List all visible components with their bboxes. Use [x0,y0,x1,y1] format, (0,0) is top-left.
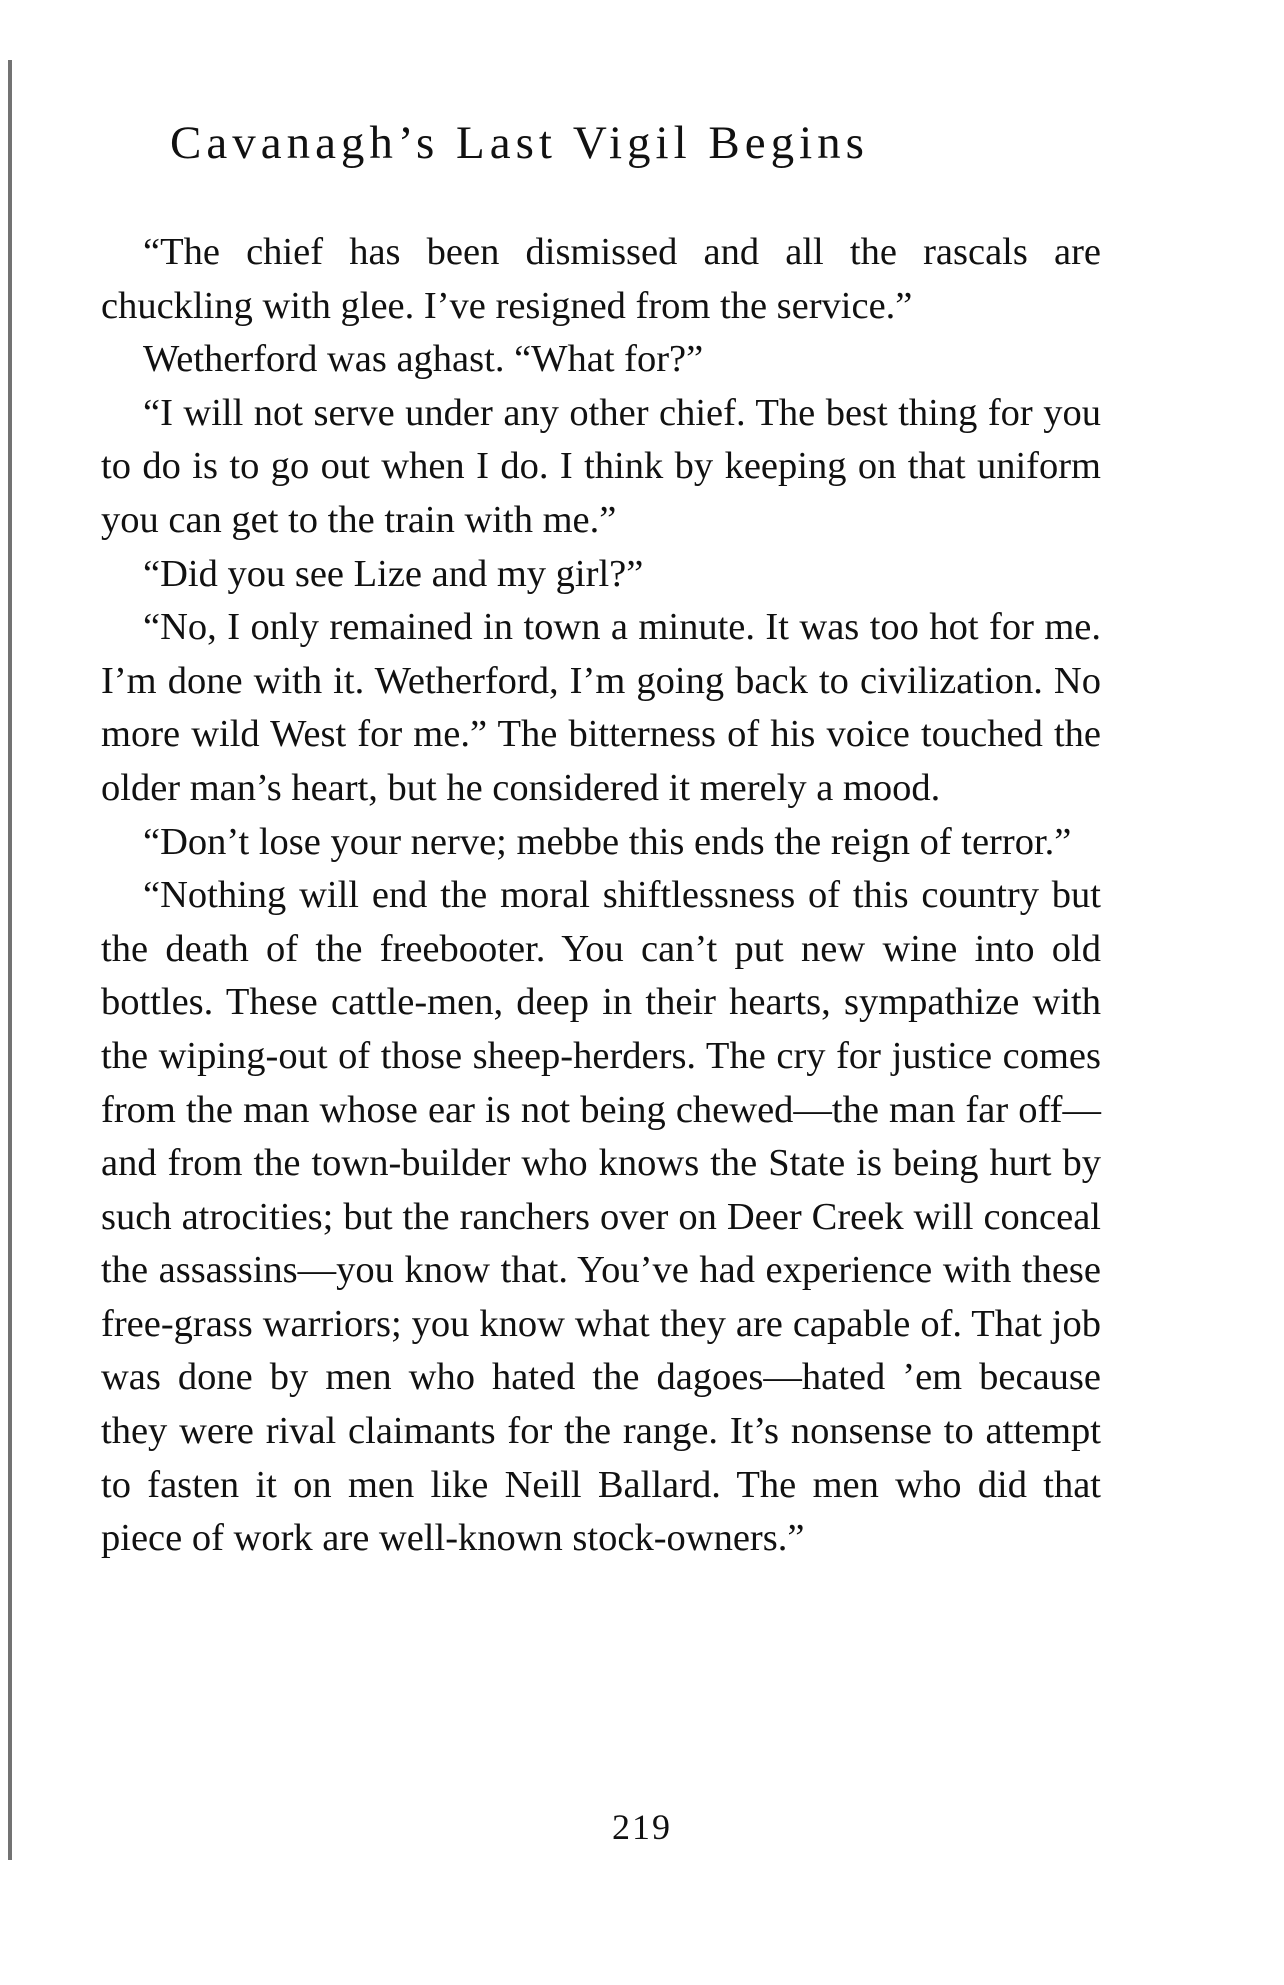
page-number: 219 [612,1807,672,1847]
page-edge-shadow [8,60,12,1860]
running-head: Cavanagh’s Last Vigil Begins [170,117,869,169]
paragraph: “I will not serve under any other chief. The best thing for you to do is to go out when I do. I think by keeping on that uniform you can get to the train with me.” [101,391,1101,541]
paragraph: “Did you see Lize and my girl?” [143,552,644,595]
paragraph: “Don’t lose your nerve; mebbe this ends the reign of terror.” [143,820,1072,863]
paragraph: “The chief has been dismissed and all the rascals are chuckling with glee. I’ve resigned from the service.” [101,231,1101,327]
paragraph: “Nothing will end the moral shiftlessness of this country but the death of the freebooter. You can’t put new wine into old bottles. These cattle-men, deep in their hearts, sympathize with the wiping-out of those sheep-herders. The cry for justice comes from the man whose ear is not being chewed—the man far off—and from the town-builder who knows the State is being hurt by such atrocities; but the ranchers over on Deer Creek will conceal the assassins—you know that. You’ve had experience with these free-grass warriors; you know what they are capable of. That job was done by men who hated the dagoes—hated ’em because they were rival claimants for the range. It’s nonsense to attempt to fasten it on men like Neill Ballard. The men who did that piece of work are well-known stock-owners.” [101,874,1101,1560]
paragraph: Wetherford was aghast. “What for?” [143,338,704,381]
paragraph: “No, I only remained in town a minute. It was too hot for me. I’m done with it. Wetherford, I’m going back to civilization. No more wild West for me.” The bitterness of his voice touched the older man’s heart, but he considered it merely a mood. [101,606,1101,809]
body-text [101,226,1101,1566]
